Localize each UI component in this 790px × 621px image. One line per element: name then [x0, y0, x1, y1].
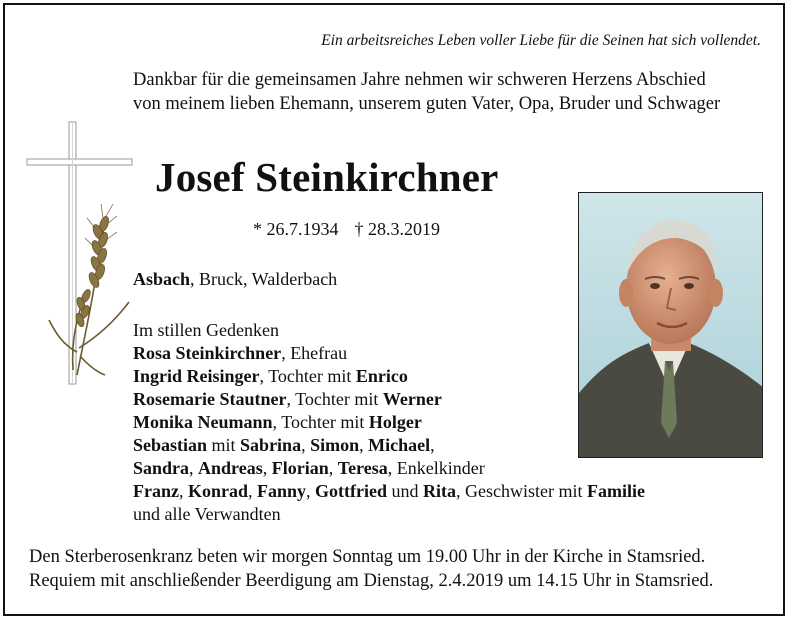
mourner-name: Florian: [271, 458, 329, 478]
mourner-line: [133, 457, 645, 480]
mourner-text: ,: [301, 435, 311, 455]
service-info: [29, 545, 713, 593]
mourner-name: Sabrina: [240, 435, 302, 455]
mourner-text: ,: [430, 435, 435, 455]
mourner-name: Holger: [368, 412, 422, 432]
mourners-heading: Im stillen Gedenken: [133, 320, 279, 340]
mourner-line: [133, 503, 645, 526]
life-dates: [253, 219, 440, 240]
rosary-info: Den Sterberosenkranz beten wir morgen Sonntag um 19.00 Uhr in der Kirche in Stamsried.: [29, 547, 706, 567]
mourner-text: mit: [207, 435, 241, 455]
place-main: Asbach: [133, 269, 191, 289]
mourner-text: ,: [178, 481, 188, 501]
mourner-text: ,: [306, 481, 316, 501]
mourner-name: Gottfried: [315, 481, 388, 501]
intro-line: von meinem lieben Ehemann, unserem guten Vater, Opa, Bruder und Schwager: [133, 94, 721, 114]
mourner-text: ,: [359, 435, 369, 455]
birth-date: * 26.7.1934: [253, 219, 339, 239]
mourners-list: [133, 319, 645, 526]
mourner-line: [133, 365, 645, 388]
deceased-name: Josef Steinkirchner: [155, 154, 499, 200]
mourner-name: Rosa Steinkirchner: [133, 343, 282, 363]
intro-text: [133, 68, 720, 116]
mourner-text: , Geschwister mit: [456, 481, 587, 501]
mourner-name: Konrad: [187, 481, 248, 501]
mourner-name: Sandra: [133, 458, 190, 478]
mourner-text: , Enkelkinder: [387, 458, 485, 478]
death-date: † 28.3.2019: [354, 219, 440, 239]
mourner-text: , Tochter mit: [286, 389, 383, 409]
mourner-text: ,: [248, 481, 257, 501]
portrait-photo: [578, 192, 763, 458]
cross-with-wheat-icon: [25, 120, 137, 385]
mourner-name: Andreas: [198, 458, 263, 478]
mourner-name: Ingrid Reisinger: [133, 366, 260, 386]
mourner-name: Enrico: [355, 366, 408, 386]
mourner-name: Michael: [368, 435, 431, 455]
motto: Ein arbeitsreiches Leben voller Liebe für die Seinen hat sich vollendet.: [321, 32, 761, 49]
mourner-text: , Ehefrau: [281, 343, 348, 363]
requiem-info: Requiem mit anschließender Beerdigung am Dienstag, 2.4.2019 um 14.15 Uhr in Stamsried.: [29, 571, 714, 591]
place-rest: , Bruck, Walderbach: [190, 269, 338, 289]
mourner-text: ,: [262, 458, 272, 478]
mourner-name: Werner: [382, 389, 442, 409]
mourner-text: und alle Verwandten: [133, 504, 281, 524]
portrait-image: [579, 193, 763, 458]
mourner-text: ,: [328, 458, 338, 478]
mourner-line: [133, 342, 645, 365]
mourner-text: , Tochter mit: [272, 412, 369, 432]
mourner-name: Rosemarie Stautner: [133, 389, 287, 409]
mourner-line: [133, 434, 645, 457]
mourner-text: und: [387, 481, 424, 501]
places: [133, 269, 337, 290]
mourner-name: Franz: [133, 481, 179, 501]
mourner-name: Rita: [423, 481, 457, 501]
mourner-line: [133, 388, 645, 411]
mourner-name: Simon: [310, 435, 360, 455]
mourner-name: Sebastian: [133, 435, 208, 455]
mourner-line: [133, 411, 645, 434]
mourner-name: Teresa: [337, 458, 388, 478]
obituary-notice: [3, 3, 785, 616]
mourner-name: Monika Neumann: [133, 412, 273, 432]
mourner-name: Fanny: [257, 481, 307, 501]
mourner-line: [133, 480, 645, 503]
mourner-text: , Tochter mit: [259, 366, 356, 386]
intro-line: Dankbar für die gemeinsamen Jahre nehmen wir schweren Herzens Abschied: [133, 70, 706, 90]
mourner-text: ,: [189, 458, 199, 478]
mourner-name: Familie: [587, 481, 645, 501]
